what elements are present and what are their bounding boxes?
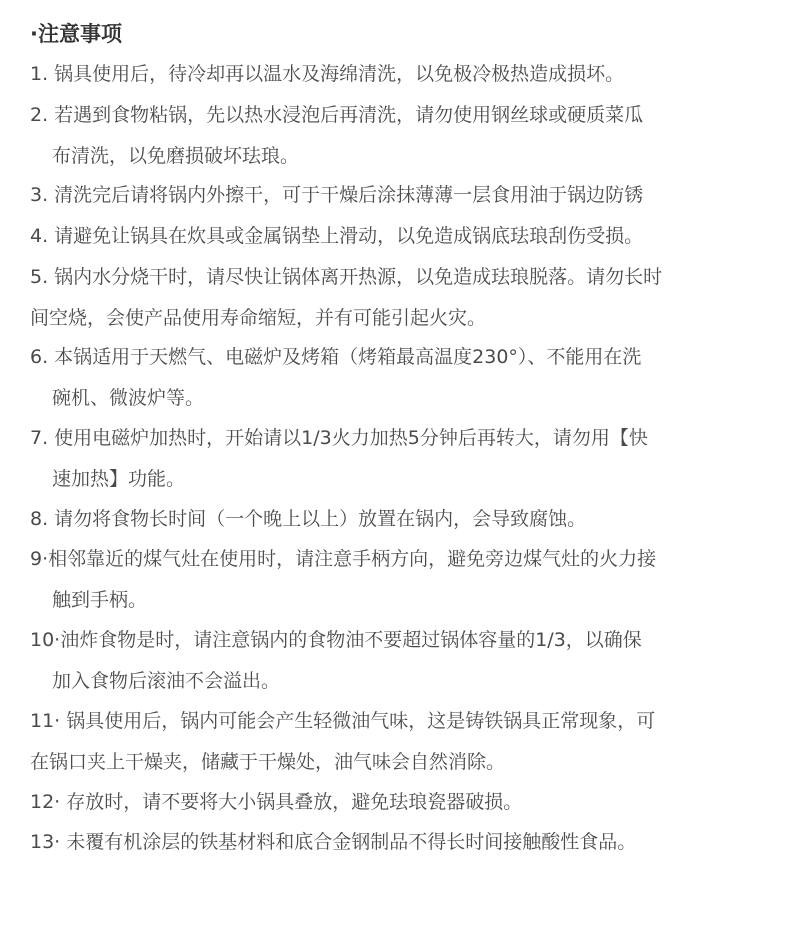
notice-item-11-cont: 在锅口夹上干燥夹，储藏于干燥处，油气味会自然消除。	[30, 751, 506, 773]
notice-item-2: 2. 若遇到食物粘锅，先以热水浸泡后再清洗，请勿使用钢丝球或硬质菜瓜	[30, 104, 644, 126]
notice-item-7: 7. 使用电磁炉加热时，开始请以1/3火力加热5分钟后再转大，请勿用【快	[30, 427, 648, 449]
notice-item-9-cont: 触到手柄。	[52, 589, 148, 611]
page-title: ·注意事项	[30, 22, 122, 46]
notice-item-13: 13· 未覆有机涂层的铁基材料和底合金钢制品不得长时间接触酸性食品。	[30, 831, 637, 853]
notice-item-2-cont: 布清洗，以免磨损破坏珐琅。	[52, 145, 300, 167]
notice-item-3: 3. 清洗完后请将锅内外擦干，可于干燥后涂抹薄薄一层食用油于锅边防锈	[30, 184, 644, 206]
notice-item-4: 4. 请避免让锅具在炊具或金属锅垫上滑动，以免造成锅底珐琅刮伤受损。	[30, 225, 644, 247]
notice-item-9: 9·相邻靠近的煤气灶在使用时，请注意手柄方向，避免旁边煤气灶的火力接	[30, 548, 657, 570]
notice-item-1: 1. 锅具使用后，待冷却再以温水及海绵清洗，以免极冷极热造成损坏。	[30, 63, 625, 85]
notice-item-6: 6. 本锅适用于天燃气、电磁炉及烤箱（烤箱最高温度230°）、不能用在洗	[30, 346, 642, 368]
notice-item-10: 10·油炸食物是时，请注意锅内的食物油不要超过锅体容量的1/3，以确保	[30, 629, 642, 651]
notice-item-12: 12· 存放时，请不要将大小锅具叠放，避免珐琅瓷器破损。	[30, 791, 523, 813]
notice-item-6-cont: 碗机、微波炉等。	[52, 387, 205, 409]
notice-item-8: 8. 请勿将食物长时间（一个晚上以上）放置在锅内，会导致腐蚀。	[30, 508, 587, 530]
notice-item-10-cont: 加入食物后滚油不会溢出。	[52, 670, 281, 692]
notice-item-5: 5. 锅内水分烧干时，请尽快让锅体离开热源，以免造成珐琅脱落。请勿长时	[30, 266, 663, 288]
notice-item-5-cont: 间空烧，会使产品使用寿命缩短，并有可能引起火灾。	[30, 307, 487, 329]
notice-item-7-cont: 速加热】功能。	[52, 468, 186, 490]
notice-item-11: 11· 锅具使用后，锅内可能会产生轻微油气味，这是铸铁锅具正常现象，可	[30, 710, 656, 732]
